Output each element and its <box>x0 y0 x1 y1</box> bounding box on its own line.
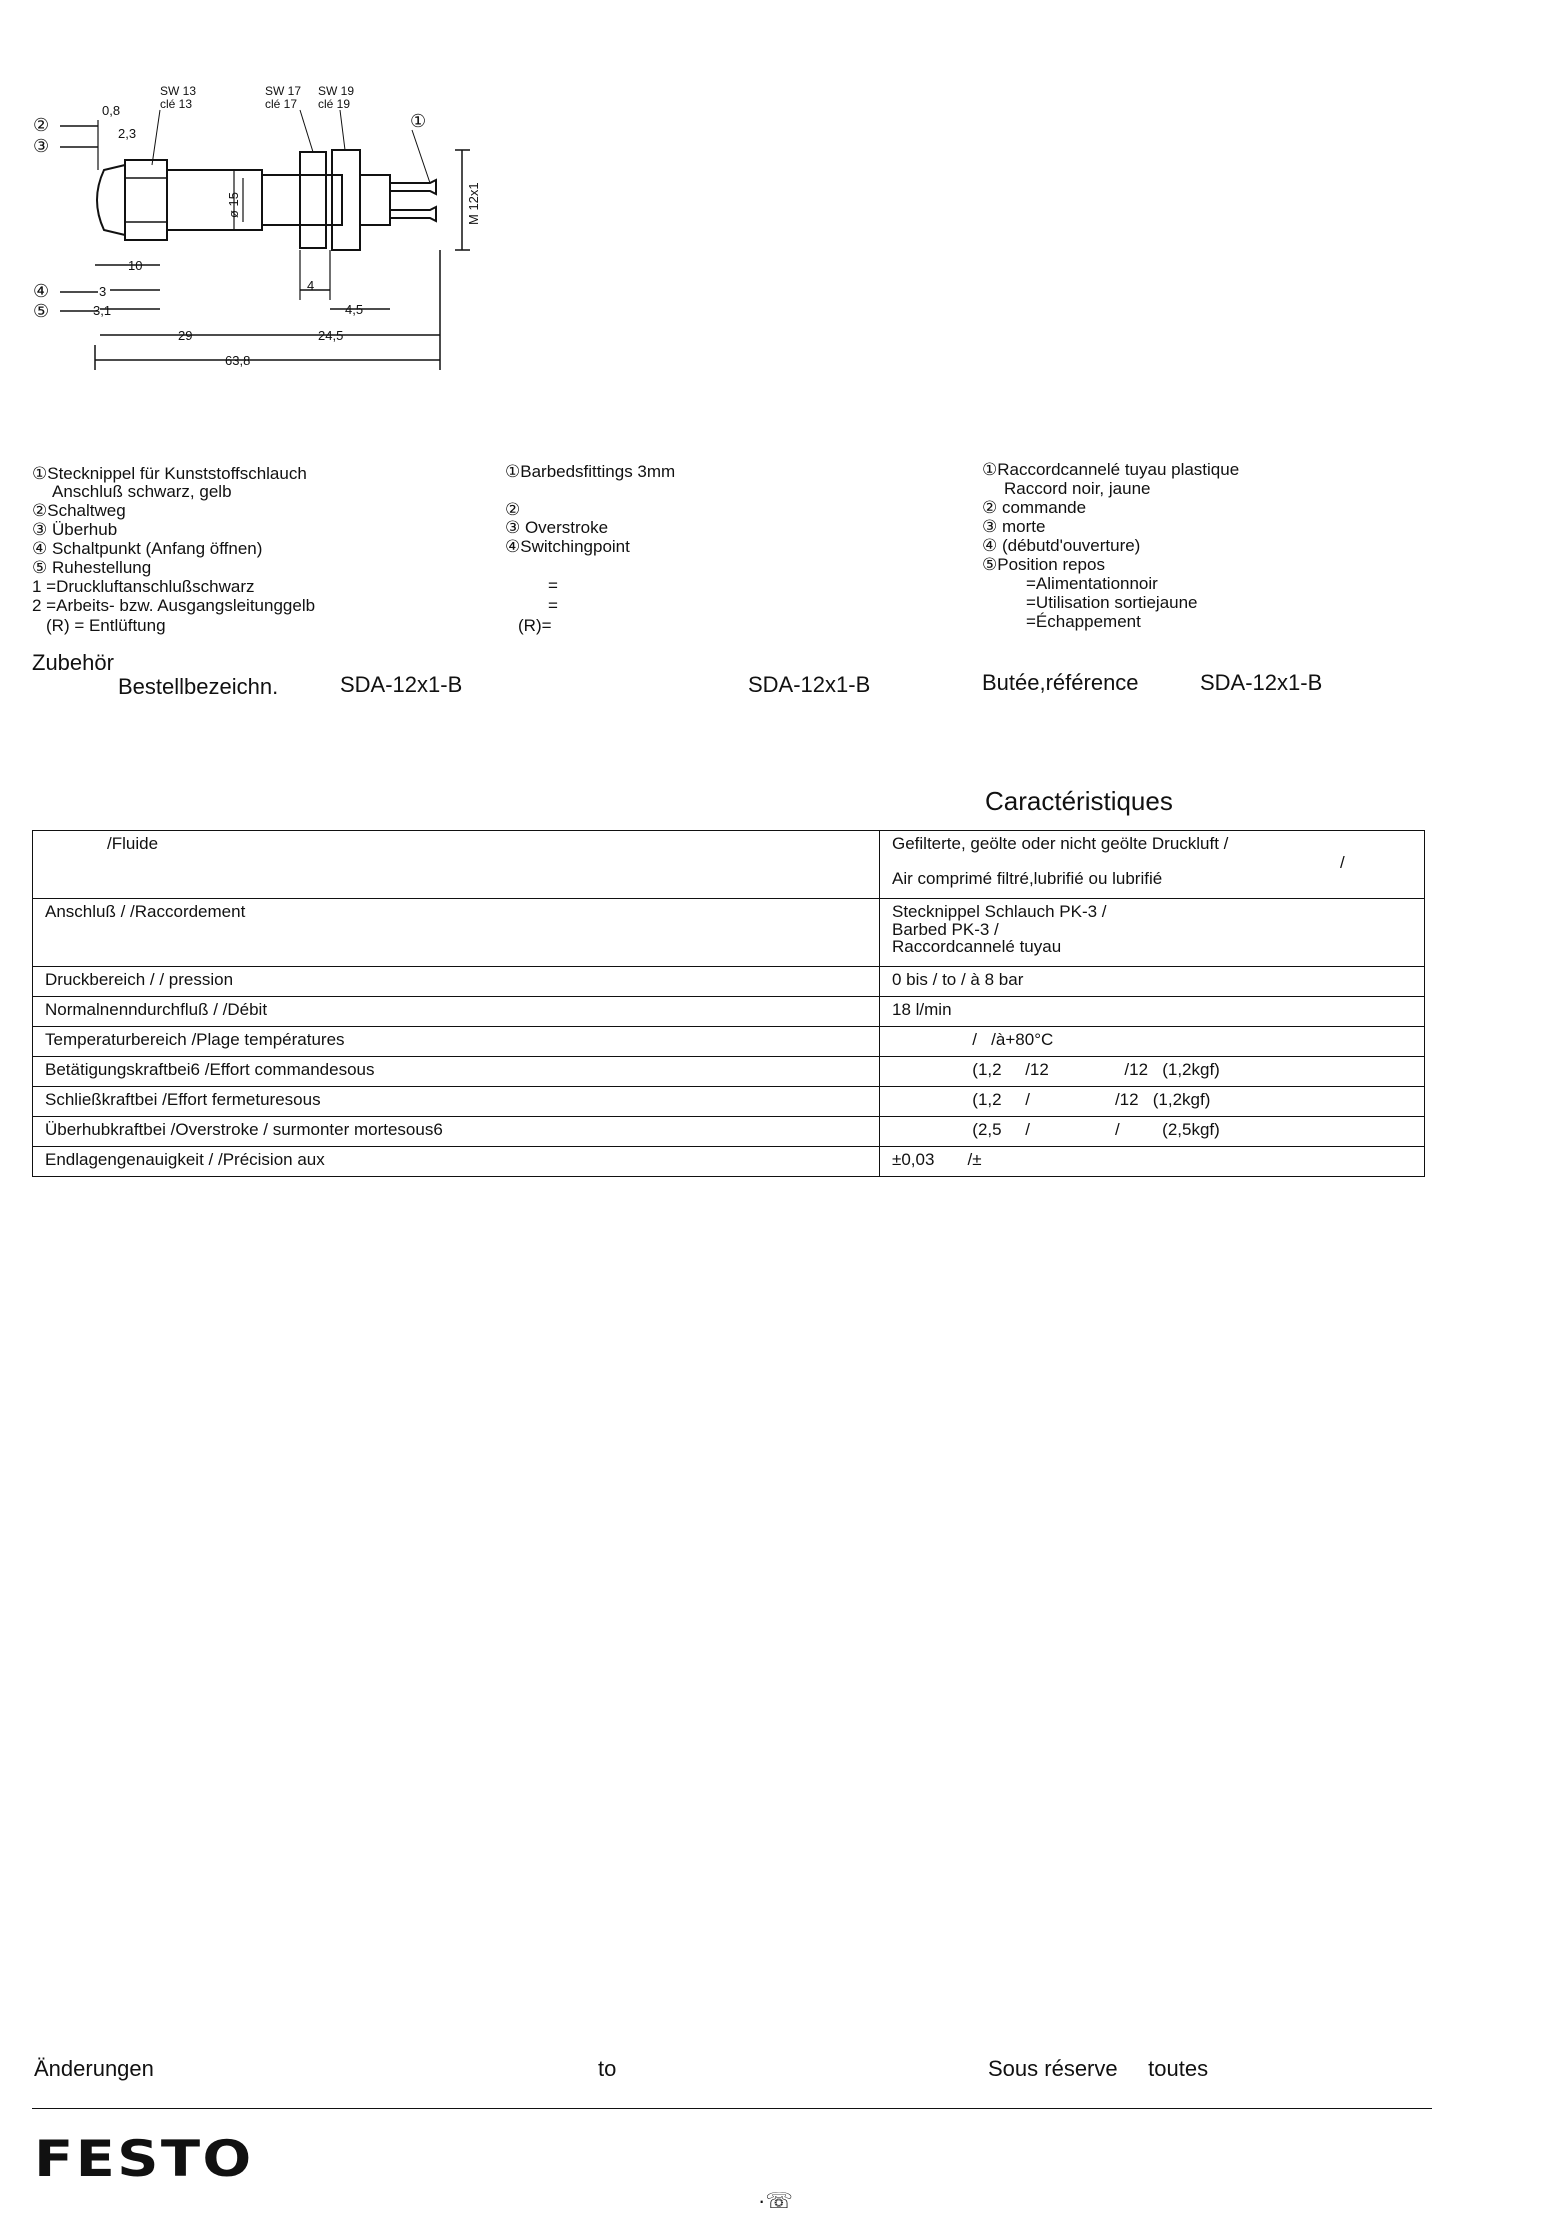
sw13-label: SW 13 <box>160 84 197 98</box>
accessory-code-en: SDA-12x1-B <box>748 672 871 697</box>
legend-en-line: = <box>548 596 558 615</box>
spec-label: Betätigungskraftbei6 /Effort commandesous <box>45 1060 375 1079</box>
cle13-label: clé 13 <box>160 97 193 111</box>
table-row <box>33 1087 1425 1117</box>
dim-3-1: 3,1 <box>93 303 112 318</box>
legend-fr-line: Raccord noir, jaune <box>1004 479 1151 498</box>
spec-value: (2,5 / / (2,5kgf) <box>892 1120 1220 1139</box>
festo-logo: FESTO <box>34 2130 254 2188</box>
callout-5: ⑤ <box>33 301 50 322</box>
legend-fr-line: =Utilisation sortiejaune <box>1026 593 1198 612</box>
spec-value: 0 bis / to / à 8 bar <box>892 970 1024 989</box>
dim-4-5: 4,5 <box>345 302 364 317</box>
legend-en-line: ③ Overstroke <box>505 518 609 537</box>
table-row <box>33 899 1425 967</box>
table-row <box>33 831 1425 899</box>
spec-table <box>32 830 1425 1177</box>
callout-2: ② <box>33 115 50 136</box>
dim-0-8: 0,8 <box>102 103 121 118</box>
callout-3: ③ <box>33 136 50 157</box>
spec-label: Druckbereich / / pression <box>45 970 234 989</box>
accessory-code-de: SDA-12x1-B <box>340 672 463 697</box>
accessory-heading: Zubehör <box>32 650 114 675</box>
legend-de-line: ③ Überhub <box>32 520 118 539</box>
legend-en-line: (R)= <box>518 616 552 635</box>
dim-63-8: 63,8 <box>225 353 251 368</box>
legend-en-line: ② <box>505 500 521 519</box>
table-row <box>33 967 1425 997</box>
table-row <box>33 1117 1425 1147</box>
spec-value: ±0,03 /± <box>892 1150 982 1169</box>
cle17-label: clé 17 <box>265 97 298 111</box>
legend-fr-line: ①Raccordcannelé tuyau plastique <box>982 460 1240 479</box>
dim-10: 10 <box>128 258 143 273</box>
dim-24-5: 24,5 <box>318 328 344 343</box>
spec-label: Anschluß / /Raccordement <box>45 902 246 921</box>
spec-value: Gefilterte, geölte oder nicht geölte Druckluft / <box>892 834 1229 853</box>
footer-note-en: to <box>598 2056 617 2081</box>
dim-29: 29 <box>178 328 193 343</box>
spec-value: 18 l/min <box>892 1000 952 1019</box>
spec-value: Stecknippel Schlauch PK-3 / <box>892 902 1107 921</box>
legend-fr-line: ⑤Position repos <box>982 555 1105 574</box>
accessory-order-label-de: Bestellbezeichn. <box>118 674 279 699</box>
legend-de-line: ④ Schaltpunkt (Anfang öffnen) <box>32 539 263 558</box>
spec-label: Endlagengenauigkeit / /Précision aux <box>45 1150 325 1169</box>
legend-fr-line: ③ morte <box>982 517 1046 536</box>
footer-divider <box>32 2108 1432 2109</box>
table-row <box>33 997 1425 1027</box>
spec-value: Air comprimé filtré,lubrifié ou lubrifié <box>892 869 1163 888</box>
footer-note-de: Änderungen <box>34 2056 154 2081</box>
accessory-code-fr: SDA-12x1-B <box>1200 670 1323 695</box>
spec-value: Barbed PK-3 / <box>892 920 999 939</box>
spec-value: / <box>1340 853 1345 872</box>
spec-value: / /à+80°C <box>892 1030 1054 1049</box>
legend-fr-line: =Alimentationnoir <box>1026 574 1158 593</box>
legend-de-line: Anschluß schwarz, gelb <box>52 482 232 501</box>
legend-fr-line: ② commande <box>982 498 1087 517</box>
dim-diameter-15: ø 15 <box>226 191 241 218</box>
spec-title: Caractéristiques <box>985 786 1173 816</box>
spec-value: (1,2 / /12 (1,2kgf) <box>892 1090 1211 1109</box>
table-row <box>33 1147 1425 1177</box>
legend-de-line: 2 =Arbeits- bzw. Ausgangsleitunggelb <box>32 596 316 615</box>
spec-label: Schließkraftbei /Effort fermeturesous <box>45 1090 321 1109</box>
spec-label: Temperaturbereich /Plage températures <box>45 1030 345 1049</box>
spec-label: /Fluide <box>107 834 159 853</box>
legend-de-line: ⑤ Ruhestellung <box>32 558 152 577</box>
dim-2-3: 2,3 <box>118 126 137 141</box>
spec-label: Überhubkraftbei /Overstroke / surmonter mortesous6 <box>45 1120 443 1139</box>
legend-de-line: ②Schaltweg <box>32 501 126 520</box>
dim-m12x1: M 12x1 <box>466 182 481 225</box>
footer-note-fr: Sous réserve toutes <box>988 2056 1209 2081</box>
callout-4: ④ <box>33 281 50 302</box>
legend-en-line: = <box>548 576 558 595</box>
cle19-label: clé 19 <box>318 97 351 111</box>
legend-fr-line: ④ (débutd'ouverture) <box>982 536 1141 555</box>
spec-value: Raccordcannelé tuyau <box>892 937 1062 956</box>
spec-label: Normalnenndurchfluß / /Débit <box>45 1000 268 1019</box>
legend-en-line: ①Barbedsfittings 3mm <box>505 462 676 481</box>
sw19-label: SW 19 <box>318 84 355 98</box>
legend-de-line: ①Stecknippel für Kunststoffschlauch <box>32 464 307 483</box>
legend-en-line: ④Switchingpoint <box>505 537 630 556</box>
table-row <box>33 1027 1425 1057</box>
legend-de-line: 1 =Druckluftanschlußschwarz <box>32 577 255 596</box>
legend-fr-line: =Échappement <box>1026 612 1141 631</box>
dim-3: 3 <box>99 284 107 299</box>
technical-drawing <box>0 60 520 390</box>
accessory-order-label-fr: Butée,référence <box>982 670 1139 695</box>
sw17-label: SW 17 <box>265 84 302 98</box>
table-row <box>33 1057 1425 1087</box>
callout-1: ① <box>410 111 427 132</box>
spec-value: (1,2 /12 /12 (1,2kgf) <box>892 1060 1220 1079</box>
phone-icon: ·☏ <box>758 2188 793 2213</box>
legend-de-line: (R) = Entlüftung <box>46 616 166 635</box>
dim-4: 4 <box>307 278 315 293</box>
